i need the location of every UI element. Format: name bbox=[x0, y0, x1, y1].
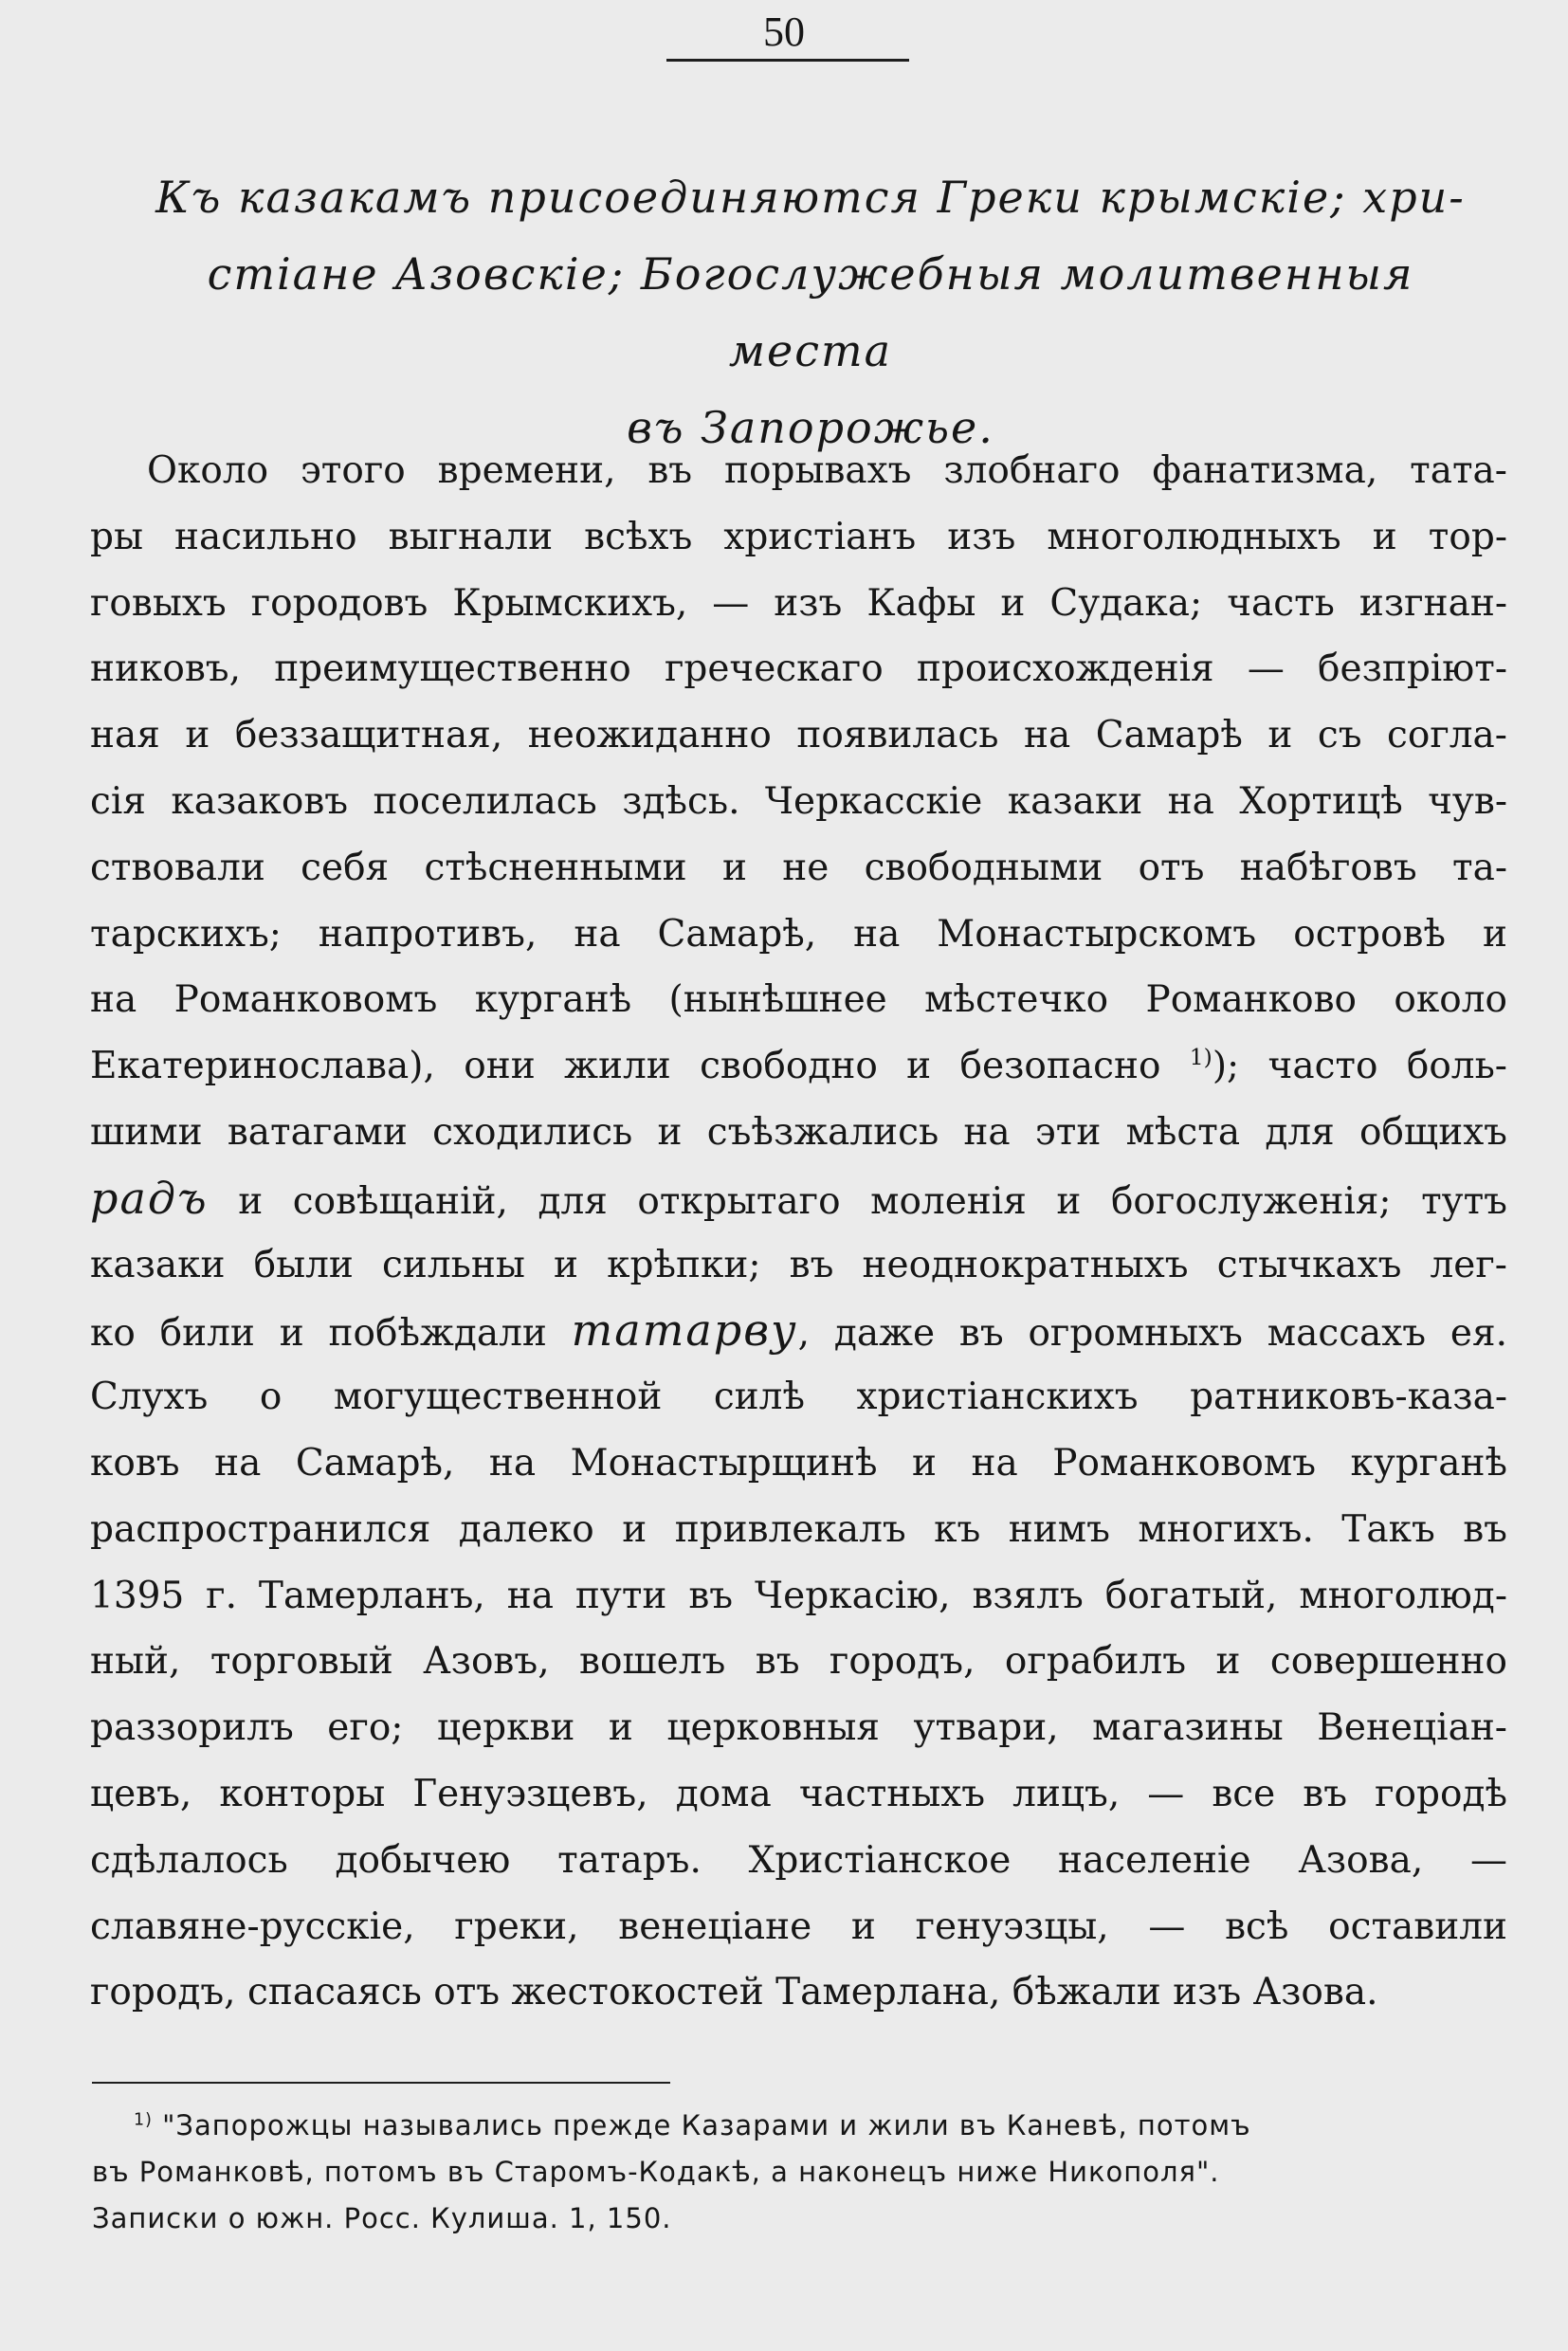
page-number-rule bbox=[666, 59, 909, 62]
emphasized-word: татарву bbox=[571, 1304, 798, 1357]
footnote-marker: 1) bbox=[134, 2110, 153, 2130]
body-line: ная и беззащитная, неожиданно появилась на Самарѣ и съ согла- bbox=[90, 714, 1507, 757]
body-line: шими ватагами сходились и съѣзжались на эти мѣста для общихъ bbox=[90, 1110, 1507, 1154]
chapter-heading bbox=[142, 159, 1479, 466]
heading-line: въ Запорожье. bbox=[627, 402, 994, 453]
body-line: городъ, спасаясь отъ жестокостей Тамерлана, бѣжали изъ Азова. bbox=[90, 1971, 1378, 2014]
body-line: цевъ, конторы Генуэзцевъ, дома частныхъ лицъ, — все въ городѣ bbox=[90, 1772, 1507, 1815]
body-text bbox=[90, 438, 1507, 2026]
body-line: ствовали себя стѣсненными и не свободными отъ набѣговъ та- bbox=[90, 846, 1507, 889]
body-line: ковъ на Самарѣ, на Монастырщинѣ и на Романковомъ курганѣ bbox=[90, 1441, 1507, 1485]
body-line bbox=[90, 1166, 1507, 1232]
body-line: сдѣлалось добычею татаръ. Христіанское населеніе Азова, — bbox=[90, 1838, 1507, 1882]
body-line: Слухъ о могущественной силѣ христіанскихъ ратниковъ-каза- bbox=[90, 1376, 1507, 1419]
body-line: 1395 г. Тамерланъ, на пути въ Черкасію, взялъ богатый, многолюд- bbox=[90, 1574, 1507, 1617]
footnote-line: въ Романковѣ, потомъ въ Старомъ-Кодакѣ, а наконецъ ниже Никополя". bbox=[92, 2156, 1220, 2188]
body-segment: и совѣщаній, для открытаго моленія и богослуженія; тутъ bbox=[208, 1179, 1507, 1223]
body-line: раззорилъ его; церкви и церковныя утвари, магазины Венеціан- bbox=[90, 1706, 1507, 1750]
body-line: распространился далеко и привлекалъ къ нимъ многихъ. Такъ въ bbox=[90, 1507, 1507, 1551]
body-line: говыхъ городовъ Крымскихъ, — изъ Кафы и Судака; часть изгнан- bbox=[90, 581, 1507, 625]
page-number: 50 bbox=[763, 9, 805, 55]
body-line: никовъ, преимущественно греческаго происхожденія — безпріют- bbox=[90, 647, 1507, 691]
body-line bbox=[90, 1298, 1507, 1364]
body-line: тарскихъ; напротивъ, на Самарѣ, на Монастырскомъ островѣ и bbox=[90, 912, 1507, 956]
body-line: казаки были сильны и крѣпки; въ неоднократныхъ стычкахъ лег- bbox=[90, 1243, 1507, 1286]
footnote-line bbox=[92, 2103, 1507, 2149]
footnote-segment: "Запорожцы назывались прежде Казарами и жили въ Каневѣ, потомъ bbox=[152, 2109, 1251, 2141]
footnote-reference: 1) bbox=[1189, 1044, 1212, 1071]
body-segment: , даже въ огромныхъ массахъ ея. bbox=[797, 1312, 1507, 1356]
body-line: славяне-русскіе, греки, венеціане и генуэзцы, — всѣ оставили bbox=[90, 1904, 1507, 1948]
footnote-line: Записки о южн. Росс. Кулиша. 1, 150. bbox=[92, 2202, 672, 2234]
body-segment: ); часто боль- bbox=[1212, 1045, 1507, 1088]
footnote-rule bbox=[92, 2082, 670, 2084]
body-line bbox=[90, 1033, 1507, 1100]
body-line: сія казаковъ поселилась здѣсь. Черкасскіе казаки на Хортицѣ чув- bbox=[90, 779, 1507, 823]
heading-line: Къ казакамъ присоединяются Греки крымскіе; хри- bbox=[155, 172, 1466, 223]
body-line: ры насильно выгнали всѣхъ христіанъ изъ многолюдныхъ и тор- bbox=[90, 515, 1507, 558]
body-segment: ко били и побѣждали bbox=[90, 1312, 572, 1356]
body-segment: Екатеринослава), они жили свободно и безопасно bbox=[90, 1045, 1161, 1088]
body-line: ный, торговый Азовъ, вошелъ въ городъ, ограбилъ и совершенно bbox=[90, 1640, 1507, 1684]
body-line: на Романковомъ курганѣ (нынѣшнее мѣстечко Романково около bbox=[90, 978, 1507, 1022]
footnote bbox=[92, 2103, 1507, 2242]
heading-line: стіане Азовскіе; Богослужебныя молитвенныя места bbox=[207, 248, 1414, 376]
emphasized-word: радъ bbox=[90, 1172, 209, 1224]
body-line: Около этого времени, въ порывахъ злобнаго фанатизма, тата- bbox=[147, 449, 1507, 492]
